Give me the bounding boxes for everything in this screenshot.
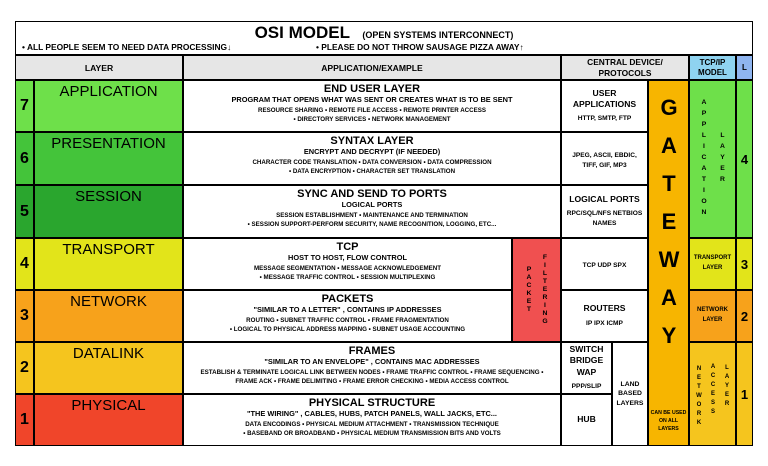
central-cell [561,238,648,290]
central-protocols: TCP UDP SPX [582,262,627,270]
land-based-layers: LAND BASED LAYERS [612,342,648,446]
layer-number: 2 [20,359,29,376]
gateway-word [649,95,688,361]
layer-description [183,290,512,342]
layer-title: TCP [336,241,359,253]
tcp-acc-col3-text: LAYER [724,364,730,410]
central-protocols: HTTP, SMTP, FTP [577,115,632,123]
tcpip-num-2 [736,290,753,342]
layer-title: SYNTAX LAYER [330,135,414,147]
tcpip-application-layer [689,80,736,238]
tcpip-num-4 [736,80,753,238]
layer-title: SYNC AND SEND TO PORTS [297,188,447,200]
layer-subtitle: HOST TO HOST, FLOW CONTROL [288,253,407,262]
layer-description [183,238,512,290]
central-cell [561,290,648,342]
central-cell [561,394,612,446]
central-cell [561,185,648,238]
tcpip-num-1 [736,342,753,446]
central-cell [561,132,648,185]
central-cell [561,342,612,394]
layer-number: 6 [20,149,29,167]
layer-description [183,342,561,394]
packet-label [525,266,533,314]
mnemonic-down: • ALL PEOPLE SEEM TO NEED DATA PROCESSING↓ [22,42,232,52]
header-tcpip: TCP/IP MODEL [689,55,736,80]
layer-name-cell [34,80,183,132]
filtering-label [541,254,549,326]
layer-number: 1 [20,411,29,428]
layer-number-cell [15,80,34,132]
header-l: L [736,55,753,80]
central-protocols: RPC/SQL/NFS NETBIOS NAMES [566,210,643,228]
layer-name-cell [34,394,183,446]
layer-detail-2: • MESSAGE TRAFFIC CONTROL • SESSION MULTIPLEXING [259,274,436,282]
central-protocols: JPEG, ASCII, EBDIC, TIFF, GIF, MP3 [572,151,637,169]
layer-name-cell [34,185,183,238]
central-protocols: IP IPX ICMP [586,319,623,327]
layer-description [183,132,561,185]
layer-title: END USER LAYER [323,83,421,95]
layer-detail-1: CHARACTER CODE TRANSLATION • DATA CONVERSION • DATA COMPRESSION [252,159,492,166]
layer-detail-1: RESOURCE SHARING • REMOTE FILE ACCESS • REMOTE PRINTER ACCESS [257,107,487,114]
tcpip-network-layer: NETWORK LAYER [689,290,736,342]
layer-detail-2: FRAME ACK • FRAME DELIMITING • FRAME ERROR CHECKING • MEDIA ACCESS CONTROL [235,378,509,386]
tcpip-num-2-text: 2 [740,308,749,324]
gateway-note: CAN BE USED ON ALL LAYERS [650,410,687,432]
header-application: APPLICATION/EXAMPLE [183,55,561,80]
central-device: HUB [577,414,596,425]
layer-name-cell [34,290,183,342]
layer-detail-1: SESSION ESTABLISHMENT • MAINTENANCE AND TERMINATION [276,212,468,219]
layer-name: PRESENTATION [51,135,166,152]
layer-number-cell [15,290,34,342]
layer-detail-2: • DATA ENCRYPTION • CHARACTER SET TRANSLATION [288,168,456,176]
layer-number: 5 [20,202,29,220]
tcp-acc-col1-text: NETWORK [696,365,702,429]
layer-title: FRAMES [348,345,396,357]
tcpip-num-1-text: 1 [740,386,749,402]
tcp-app-col2-text: LAYER [719,131,726,187]
tcpip-transport-layer: TRANSPORT LAYER [689,238,736,290]
layer-name-cell [34,132,183,185]
layer-name-cell [34,238,183,290]
page-title: OSI MODEL [254,23,350,42]
layer-number: 4 [20,255,29,272]
layer-detail-2: • BASEBAND OR BROADBAND • PHYSICAL MEDIUM TRANSMISSION BITS AND VOLTS [243,430,501,438]
layer-number-cell [15,394,34,446]
central-protocols: PPP/SLIP [571,382,602,390]
header-central: CENTRAL DEVICE/ PROTOCOLS [561,55,689,80]
pf-col2-text: FILTERING [541,254,549,326]
layer-subtitle: ENCRYPT AND DECRYPT (IF NEEDED) [303,147,441,156]
tcp-app-col1-text: APPLICATION [700,98,708,220]
layer-name: PHYSICAL [71,397,146,414]
layer-detail-2: • SESSION SUPPORT-PERFORM SECURITY, NAME RECOGNITION, LOGGING, ETC... [247,221,497,229]
header-layer: LAYER [15,55,183,80]
page-subtitle: (OPEN SYSTEMS INTERCONNECT) [362,30,514,40]
tcpip-num-3-text: 3 [740,256,749,272]
tcpip-access-word [708,364,717,418]
layer-subtitle: "SIMILAR TO AN ENVELOPE" , CONTAINS MAC ADDRESSES [264,357,480,366]
layer-name: TRANSPORT [62,241,155,258]
pf-col1-text: PACKET [525,266,533,314]
title-row [16,23,752,43]
layer-number: 7 [20,97,29,114]
layer-name: APPLICATION [59,83,158,100]
tcpip-network-access-layer [689,342,736,446]
title-block [15,21,753,55]
layer-detail-1: ROUTING • SUBNET TRAFFIC CONTROL • FRAME FRAGMENTATION [246,317,449,324]
central-device: ROUTERS [583,303,626,314]
tcpip-application-word [698,99,709,220]
layer-subtitle: "SIMILAR TO A LETTER" , CONTAINS IP ADDRESSES [253,305,442,314]
central-device: USER APPLICATIONS [572,87,637,110]
tcpip-num-3 [736,238,753,290]
layer-subtitle: "THE WIRING" , CABLES, HUBS, PATCH PANELS, WALL JACKS, ETC... [247,409,497,418]
central-device: LOGICAL PORTS [569,194,640,205]
layer-name: DATALINK [72,345,145,362]
layer-description [183,80,561,132]
layer-detail-1: MESSAGE SEGMENTATION • MESSAGE ACKNOWLEDGEMENT [254,265,441,272]
tcp-acc-col2-text: ACCESS [710,364,716,418]
layer-detail-1: ESTABLISH & TERMINATE LOGICAL LINK BETWEEN NODES • FRAME TRAFFIC CONTROL • FRAME SEQUENCING • [200,369,544,376]
tcpip-layer-word-2 [722,365,731,410]
layer-description [183,394,561,446]
packet-filtering-box [512,238,561,342]
layer-detail-2: • DIRECTORY SERVICES • NETWORK MANAGEMENT [293,116,451,124]
layer-number-cell [15,132,34,185]
layer-subtitle: PROGRAM THAT OPENS WHAT WAS SENT OR CREATES WHAT IS TO BE SENT [231,95,513,104]
central-device: SWITCH BRIDGE WAP [569,344,604,377]
central-cell [561,80,648,132]
layer-name: NETWORK [70,293,147,310]
layer-title: PHYSICAL STRUCTURE [308,397,436,409]
layer-detail-1: DATA ENCODINGS • PHYSICAL MEDIUM ATTACHMENT • TRANSMISSION TECHNIQUE [245,421,499,428]
layer-number-cell [15,342,34,394]
layer-description [183,185,561,238]
gateway-column [648,80,689,446]
tcpip-network-word [694,366,703,429]
layer-title: PACKETS [321,293,374,305]
layer-name-cell [34,342,183,394]
gateway-letters: GATEWAY [656,95,682,361]
layer-number: 3 [20,307,29,324]
layer-detail-2: • LOGICAL TO PHYSICAL ADDRESS MAPPING • SUBNET USAGE ACCOUNTING [229,326,466,334]
layer-number-cell [15,238,34,290]
layer-number-cell [15,185,34,238]
tcpip-num-4-text: 4 [740,151,749,167]
tcpip-layer-word [717,132,728,187]
mnemonic-up: • PLEASE DO NOT THROW SAUSAGE PIZZA AWAY↑ [316,42,524,52]
layer-subtitle: LOGICAL PORTS [341,200,403,209]
layer-name: SESSION [75,188,142,205]
